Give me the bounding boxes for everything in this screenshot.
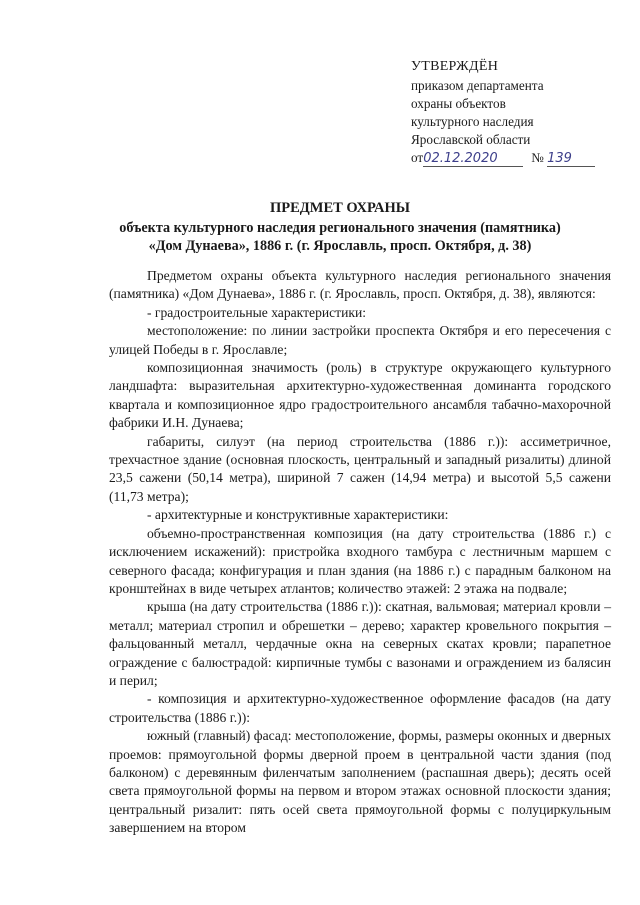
title-main: ПРЕДМЕТ ОХРАНЫ [269,200,411,216]
section-heading: - композиция и архитектурно-художественное оформление фасадов (на дату строительства (1886 г.)): [109,691,611,725]
approval-line: охраны объектов [411,96,506,111]
body-paragraph: южный (главный) фасад: местоположение, формы, размеры оконных и дверных проемов: прямоугольной формы дверной проем в центральной части здания (под балконом) с деревянным филенчатым заполнением (распашная дверь); десять осей света прямоугольной формы на первом и втором этажах основной плоскости здания; центральный ризалит: пять осей света прямоугольной формы с полуциркульным завершением на втором [109,728,611,836]
body-paragraph: крыша (на дату строительства (1886 г.)): скатная, вальмовая; материал кровли – металл; материал стропил и обрешетки – дерево; характер кровельного покрытия – фальцованный металл, чердачные окна на северных скатах кровли; парапетное ограждение с балюстрадой: кирпичные тумбы с вазонами и ограждением из балясин и перил; [109,599,611,688]
title-object-name: «Дом Дунаева», 1886 г. (г. Ярославль, просп. Октября, д. 38) [148,238,532,254]
approval-line: приказом департамента [411,78,544,93]
body-paragraph: местоположение: по линии застройки проспекта Октября и его пересечения с улицей Победы в г. Ярославле; [109,323,611,357]
title-subtitle: объекта культурного наследия регионального значения (памятника) [119,220,561,236]
section-heading: - градостроительные характеристики: [147,304,367,320]
body-paragraph: композиционная значимость (роль) в структуре окружающего культурного ландшафта: выразительная архитектурно-художественная доминанта городского квартала и композиционное ядро градостроительного ансамбля табачно-махорочной фабрики И.Н. Дунаева; [109,360,611,431]
approval-line: культурного наследия [411,114,534,129]
intro-paragraph: Предметом охраны объекта культурного наследия регионального значения (памятника) «Дом Дунаева», 1886 г. (г. Ярославль, просп. Октября, д. 38), являются: [109,268,611,302]
body-paragraph: объемно-пространственная композиция (на дату строительства (1886 г.) с исключением искажений): пристройка входного тамбура с лестничным маршем с северного фасада; конфигурация и план здания (на 1886 г.) с парадным балконом на кронштейнах в виде четырех атлантов; количество этажей: 2 этажа на подвале; [109,525,611,596]
approval-date-line [411,149,611,167]
approval-stamp [411,58,611,167]
order-number: 139 [547,152,595,167]
approval-heading: УТВЕРЖДЁН [411,59,499,74]
section-heading: - архитектурные и конструктивные характеристики: [147,507,449,523]
document-title [70,199,610,255]
number-label: № [531,150,544,165]
approval-line: Ярославской области [411,132,531,147]
body-paragraph: габариты, силуэт (на период строительства (1886 г.)): ассиметричное, трехчастное здание (основная плоскость, центральный и западный ризалиты) длиной 23,5 сажени (50,14 метра), шириной 7 сажен (14,94 метра) и высотой 5,5 сажени (11,73 метра); [109,433,611,504]
document-body [109,267,611,838]
order-date: 02.12.2020 [423,152,523,167]
date-prefix: от [411,150,424,165]
